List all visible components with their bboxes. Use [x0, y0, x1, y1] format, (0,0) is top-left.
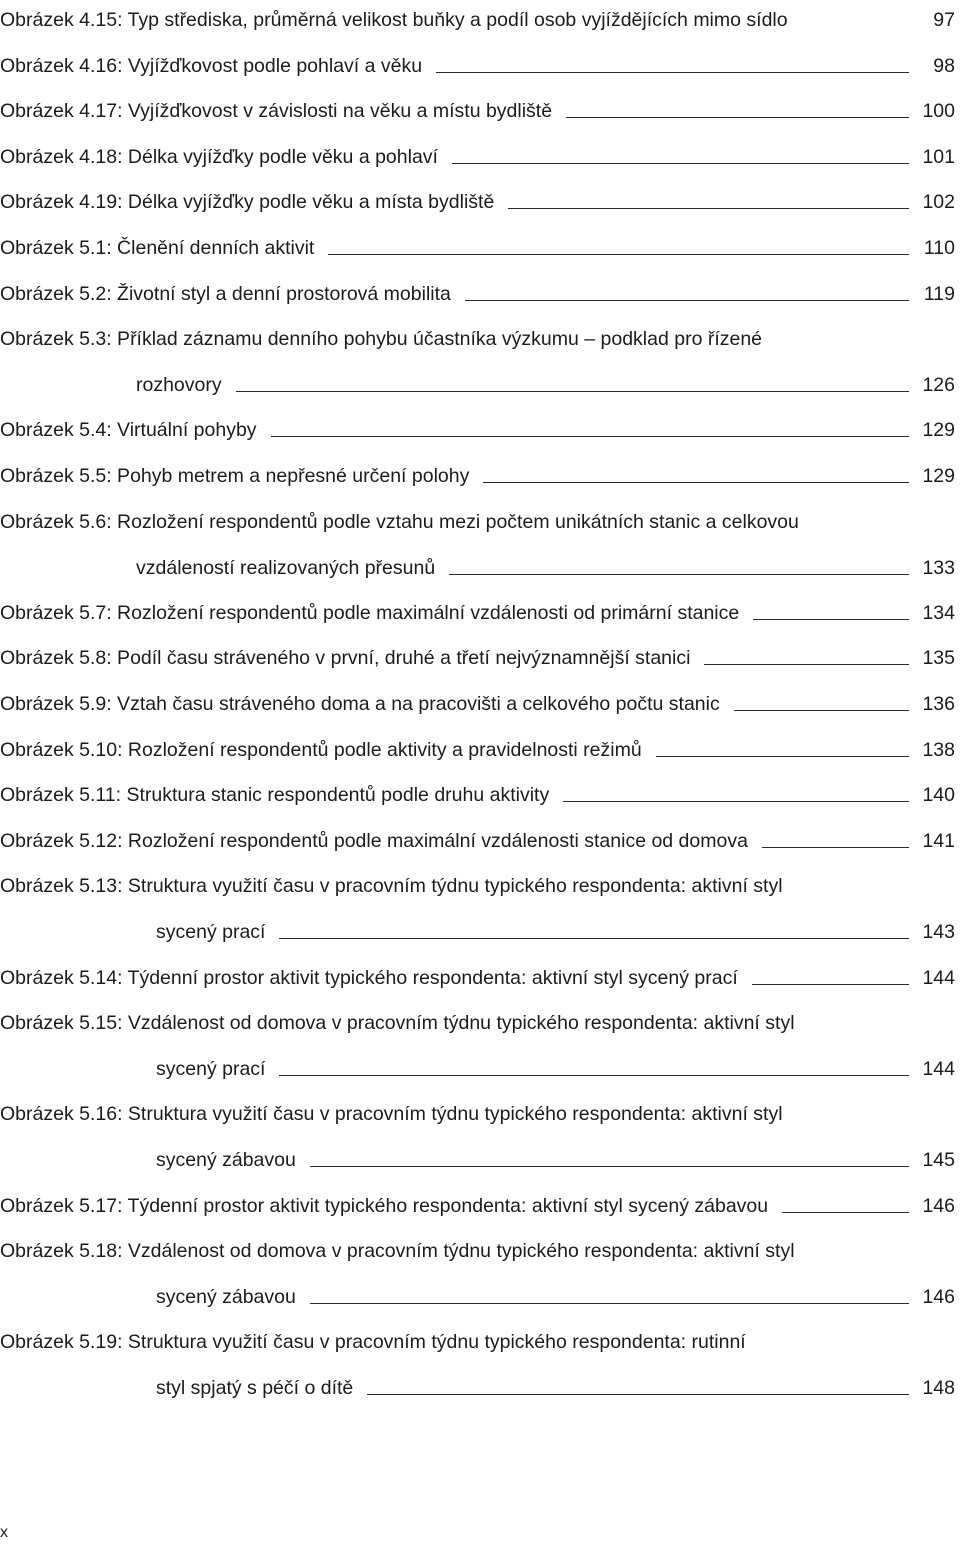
- entry-label: Obrázek 4.18: Délka vyjížďky podle věku a pohlaví: [0, 145, 438, 168]
- toc-entry-line: [0, 730, 955, 762]
- toc-entry: [0, 775, 955, 807]
- toc-entry: [0, 593, 955, 625]
- entry-label: Obrázek 5.12: Rozložení respondentů podle maximální vzdálenosti stanice od domova: [0, 829, 748, 852]
- leader-line: [704, 664, 909, 665]
- leader-line: [279, 1075, 909, 1076]
- entry-label: Obrázek 5.14: Týdenní prostor aktivit typického respondenta: aktivní styl sycený prací: [0, 966, 738, 989]
- toc-entry-line: [0, 91, 955, 123]
- leader-line: [782, 1212, 909, 1213]
- toc-entry: [0, 1094, 955, 1172]
- entry-label: Obrázek 5.8: Podíl času stráveného v první, druhé a třetí nejvýznamnější stanici: [0, 647, 691, 670]
- entry-page-number: 135: [922, 647, 955, 670]
- toc-entry: [0, 1186, 955, 1218]
- entry-label-continued: rozhovory: [136, 374, 222, 397]
- entry-page-number: 102: [922, 191, 955, 214]
- leader-line: [367, 1394, 909, 1395]
- toc-entry: [0, 456, 955, 488]
- toc-entry-line: [0, 410, 955, 442]
- toc-entry: [0, 502, 955, 580]
- entry-label: Obrázek 5.9: Vztah času stráveného doma a na pracovišti a celkového počtu stanic: [0, 693, 720, 715]
- entry-page-number: 100: [922, 100, 955, 123]
- entry-label: Obrázek 5.13: Struktura využití času v pracovním týdnu typického respondenta: aktivní styl: [0, 875, 783, 898]
- entry-page-number: 97: [933, 9, 955, 31]
- leader-line: [436, 72, 909, 73]
- entry-label: Obrázek 5.3: Příklad záznamu denního pohybu účastníka výzkumu – podklad pro řízené: [0, 328, 763, 351]
- toc-entry: [0, 866, 955, 944]
- entry-page-number: 146: [922, 1286, 955, 1309]
- toc-entry-continuation: [156, 1140, 955, 1172]
- toc-entry: [0, 91, 955, 123]
- entry-page-number: 144: [922, 1058, 955, 1081]
- entry-page-number: 140: [922, 784, 955, 807]
- toc-entry-line: [0, 638, 955, 670]
- leader-line: [508, 208, 909, 209]
- leader-line: [236, 391, 909, 392]
- entry-label: Obrázek 5.19: Struktura využití času v pracovním týdnu typického respondenta: rutinní: [0, 1331, 746, 1354]
- toc-entry: [0, 410, 955, 442]
- entry-page-number: 136: [922, 693, 955, 715]
- toc-entry: [0, 821, 955, 853]
- toc-entry-continuation: [156, 1368, 955, 1400]
- toc-entry-line: [0, 775, 955, 807]
- toc-entry-continuation: [136, 548, 955, 580]
- entry-page-number: 98: [933, 54, 955, 77]
- leader-line: [752, 984, 909, 985]
- toc-entry: [0, 958, 955, 990]
- toc-entry: [0, 228, 955, 260]
- toc-entry: [0, 1322, 955, 1400]
- leader-line: [271, 436, 909, 437]
- toc-entry: [0, 137, 955, 169]
- leader-line: [465, 300, 909, 301]
- toc-entry: [0, 730, 955, 762]
- toc-entry-line: [0, 593, 955, 625]
- entry-label: Obrázek 5.16: Struktura využití času v pracovním týdnu typického respondenta: aktivní styl: [0, 1103, 783, 1126]
- leader-line: [310, 1303, 909, 1304]
- leader-line: [656, 756, 909, 757]
- entry-page-number: 141: [922, 829, 955, 852]
- entry-page-number: 134: [922, 601, 955, 624]
- entry-page-number: 138: [922, 738, 955, 761]
- entry-label: Obrázek 5.2: Životní styl a denní prostorová mobilita: [0, 282, 451, 305]
- entry-label: Obrázek 5.5: Pohyb metrem a nepřesné určení polohy: [0, 465, 470, 487]
- toc-entry-line: [0, 958, 955, 990]
- entry-label: Obrázek 4.16: Vyjížďkovost podle pohlaví a věku: [0, 54, 423, 77]
- entry-label: Obrázek 5.4: Virtuální pohyby: [0, 419, 257, 442]
- entry-page-number: 146: [922, 1194, 955, 1217]
- entry-page-number: 110: [923, 237, 955, 259]
- entry-page-number: 129: [922, 419, 955, 442]
- toc-entry: [0, 638, 955, 670]
- entry-label: Obrázek 4.17: Vyjížďkovost v závislosti na věku a místu bydliště: [0, 100, 553, 123]
- entry-label: Obrázek 5.17: Týdenní prostor aktivit typického respondenta: aktivní styl sycený zábavou: [0, 1194, 769, 1217]
- entry-label: Obrázek 5.7: Rozložení respondentů podle maximální vzdálenosti od primární stanice: [0, 601, 740, 624]
- toc-entry-line: [0, 46, 955, 78]
- leader-line: [734, 710, 909, 711]
- toc-entry-line: [0, 1186, 955, 1218]
- leader-line: [753, 619, 909, 620]
- entry-label-continued: vzdáleností realizovaných přesunů: [136, 556, 436, 579]
- entry-page-number: 133: [922, 556, 955, 579]
- toc-entry-line: [0, 684, 955, 716]
- toc-entry-line: [0, 1094, 955, 1126]
- toc-entry-line: [0, 274, 955, 306]
- toc-entry-line: [0, 137, 955, 169]
- leader-line: [279, 938, 909, 939]
- toc-entry-continuation: [156, 1049, 955, 1081]
- toc-entry-line: [0, 1003, 955, 1035]
- toc-entry-line: [0, 1322, 955, 1354]
- entry-label: Obrázek 4.19: Délka vyjížďky podle věku a místa bydliště: [0, 191, 495, 214]
- entry-label-continued: sycený prací: [156, 1058, 266, 1081]
- leader-line: [483, 482, 909, 483]
- entry-label: Obrázek 5.10: Rozložení respondentů podle aktivity a pravidelnosti režimů: [0, 738, 642, 761]
- toc-entry-line: [0, 319, 955, 351]
- leader-line: [452, 163, 909, 164]
- entry-page-number: 129: [922, 465, 955, 487]
- toc-entry-line: [0, 228, 955, 260]
- entry-label: Obrázek 5.1: Členění denních aktivit: [0, 237, 315, 259]
- leader-line: [328, 254, 909, 255]
- entry-label: Obrázek 5.6: Rozložení respondentů podle vztahu mezi počtem unikátních stanic a celkovou: [0, 510, 799, 533]
- toc-entry-line: [0, 1231, 955, 1263]
- toc-entry-line: [0, 456, 955, 488]
- entry-page-number: 144: [922, 966, 955, 989]
- toc-entry-continuation: [156, 912, 955, 944]
- leader-line: [310, 1166, 909, 1167]
- leader-line: [566, 117, 909, 118]
- toc-entry-line: [0, 0, 955, 32]
- toc-entry: [0, 46, 955, 78]
- leader-line: [762, 847, 909, 848]
- leader-line: [563, 801, 909, 802]
- entry-label: Obrázek 5.11: Struktura stanic respondentů podle druhu aktivity: [0, 784, 550, 807]
- toc-entry: [0, 684, 955, 716]
- toc-entry-line: [0, 182, 955, 214]
- toc-entry-continuation: [136, 365, 955, 397]
- toc-entry-line: [0, 866, 955, 898]
- entry-label: Obrázek 4.15: Typ střediska, průměrná velikost buňky a podíl osob vyjíždějících mimo sídlo: [0, 9, 788, 31]
- toc-entry: [0, 0, 955, 32]
- toc-entry-continuation: [156, 1277, 955, 1309]
- page-number: x: [0, 1524, 8, 1541]
- entry-label-continued: sycený prací: [156, 921, 266, 944]
- entry-page-number: 148: [922, 1377, 955, 1400]
- leader-line: [449, 574, 909, 575]
- toc-entry: [0, 182, 955, 214]
- entry-label-continued: sycený zábavou: [156, 1286, 296, 1309]
- toc-entry-line: [0, 821, 955, 853]
- toc-entry: [0, 274, 955, 306]
- entry-page-number: 145: [922, 1149, 955, 1172]
- toc-entry: [0, 319, 955, 397]
- toc-entry-line: [0, 502, 955, 534]
- entry-label: Obrázek 5.18: Vzdálenost od domova v pracovním týdnu typického respondenta: aktivní styl: [0, 1240, 795, 1263]
- toc-entry: [0, 1003, 955, 1081]
- entry-label: Obrázek 5.15: Vzdálenost od domova v pracovním týdnu typického respondenta: aktivní styl: [0, 1012, 795, 1035]
- toc-entry: [0, 1231, 955, 1309]
- entry-page-number: 101: [922, 145, 955, 168]
- entry-label-continued: sycený zábavou: [156, 1149, 296, 1172]
- entry-page-number: 119: [923, 282, 955, 305]
- entry-label-continued: styl spjatý s péčí o dítě: [156, 1377, 354, 1400]
- entry-page-number: 143: [922, 921, 955, 944]
- entry-page-number: 126: [922, 374, 955, 397]
